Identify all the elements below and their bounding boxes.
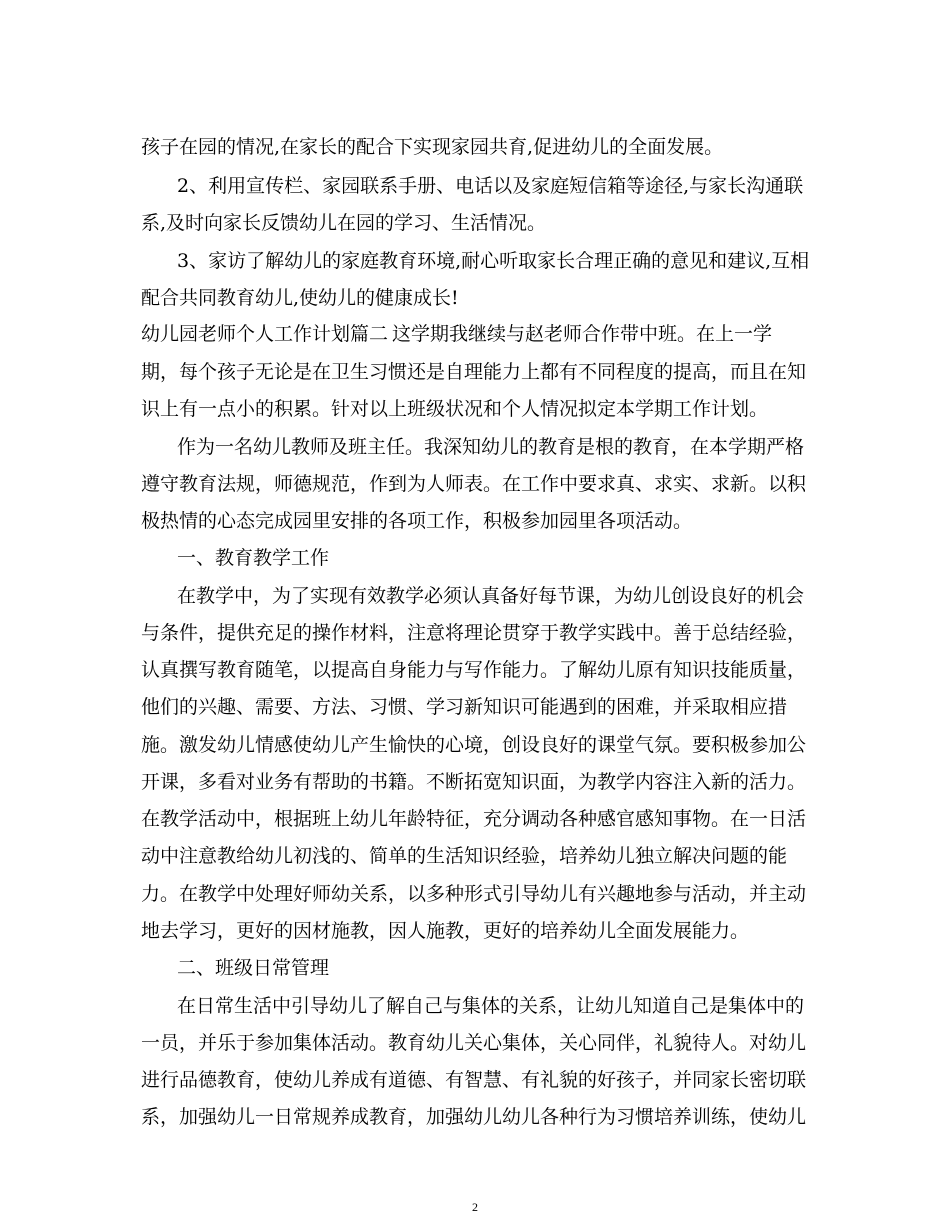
text-line: 他们的兴趣、需要、方法、习惯、学习新知识可能遇到的困难，并采取相应措 bbox=[141, 696, 788, 718]
text-line: 动中注意教给幼儿初浅的、简单的生活知识经验，培养幼儿独立解决问题的能 bbox=[141, 845, 788, 867]
text-line: 2、利用宣传栏、家园联系手册、电话以及家庭短信箱等途径,与家长沟通联 bbox=[177, 175, 804, 197]
section-title: 幼儿园老师个人工作计划篇二 bbox=[141, 323, 389, 345]
text-line: 力。在教学中处理好师幼关系，以多种形式引导幼儿有兴趣地参与活动，并主动 bbox=[141, 883, 807, 905]
text-line: 系，加强幼儿一日常规养成教育，加强幼儿幼儿各种行为习惯培养训练，使幼儿 bbox=[141, 1106, 807, 1128]
text-line: 遵守教育法规，师德规范，作到为人师表。在工作中要求真、求实、求新。以积 bbox=[141, 473, 807, 495]
text-line: 在教学活动中，根据班上幼儿年龄特征，充分调动各种感官感知事物。在一日活 bbox=[141, 808, 807, 830]
text-line: 开课，多看对业务有帮助的书籍。不断拓宽知识面，为教学内容注入新的活力。 bbox=[141, 771, 807, 793]
text-line: 进行品德教育，使幼儿养成有道德、有智慧、有礼貌的好孩子，并同家长密切联 bbox=[141, 1069, 807, 1091]
text-line: 在日常生活中引导幼儿了解自己与集体的关系，让幼儿知道自己是集体中的 bbox=[177, 995, 805, 1017]
text-line: 孩子在园的情况,在家长的配合下实现家园共育,促进幼儿的全面发展。 bbox=[141, 136, 724, 158]
text-line: 配合共同教育幼儿,使幼儿的健康成长! bbox=[141, 287, 459, 309]
text-line: 系,及时向家长反馈幼儿在园的学习、生活情况。 bbox=[141, 212, 547, 234]
text-line: 认真撰写教育随笔，以提高自身能力与写作能力。了解幼儿原有知识技能质量， bbox=[141, 659, 807, 681]
text-line: 施。激发幼儿情感使幼儿产生愉快的心境，创设良好的课堂气氛。要积极参加公 bbox=[141, 734, 807, 756]
section-heading: 二、班级日常管理 bbox=[177, 957, 330, 979]
text-line: 作为一名幼儿教师及班主任。我深知幼儿的教育是根的教育，在本学期严格 bbox=[177, 436, 805, 458]
text-line: 3、家访了解幼儿的家庭教育环境,耐心听取家长合理正确的意见和建议,互相 bbox=[177, 250, 810, 272]
section-heading: 一、教育教学工作 bbox=[177, 547, 330, 569]
text-line: 极热情的心态完成园里安排的各项工作，积极参加园里各项活动。 bbox=[141, 510, 693, 532]
text-line: 在教学中，为了实现有效教学必须认真备好每节课，为幼儿创设良好的机会 bbox=[177, 585, 805, 607]
text-line: 地去学习，更好的因材施教，因人施教，更好的培养幼儿全面发展能力。 bbox=[141, 920, 750, 942]
text-line: 一员，并乐于参加集体活动。教育幼儿关心集体，关心同伴，礼貌待人。对幼儿 bbox=[141, 1032, 807, 1054]
text-line: 识上有一点小的积累。针对以上班级状况和个人情况拟定本学期工作计划。 bbox=[141, 398, 769, 420]
page-number: 2 bbox=[472, 1200, 478, 1214]
text-line: 期，每个孩子无论是在卫生习惯还是自理能力上都有不同程度的提高，而且在知 bbox=[141, 361, 807, 383]
text-line: 这学期我继续与赵老师合作带中班。在上一学 bbox=[392, 323, 773, 345]
text-line: 与条件，提供充足的操作材料，注意将理论贯穿于教学实践中。善于总结经验， bbox=[141, 622, 807, 644]
